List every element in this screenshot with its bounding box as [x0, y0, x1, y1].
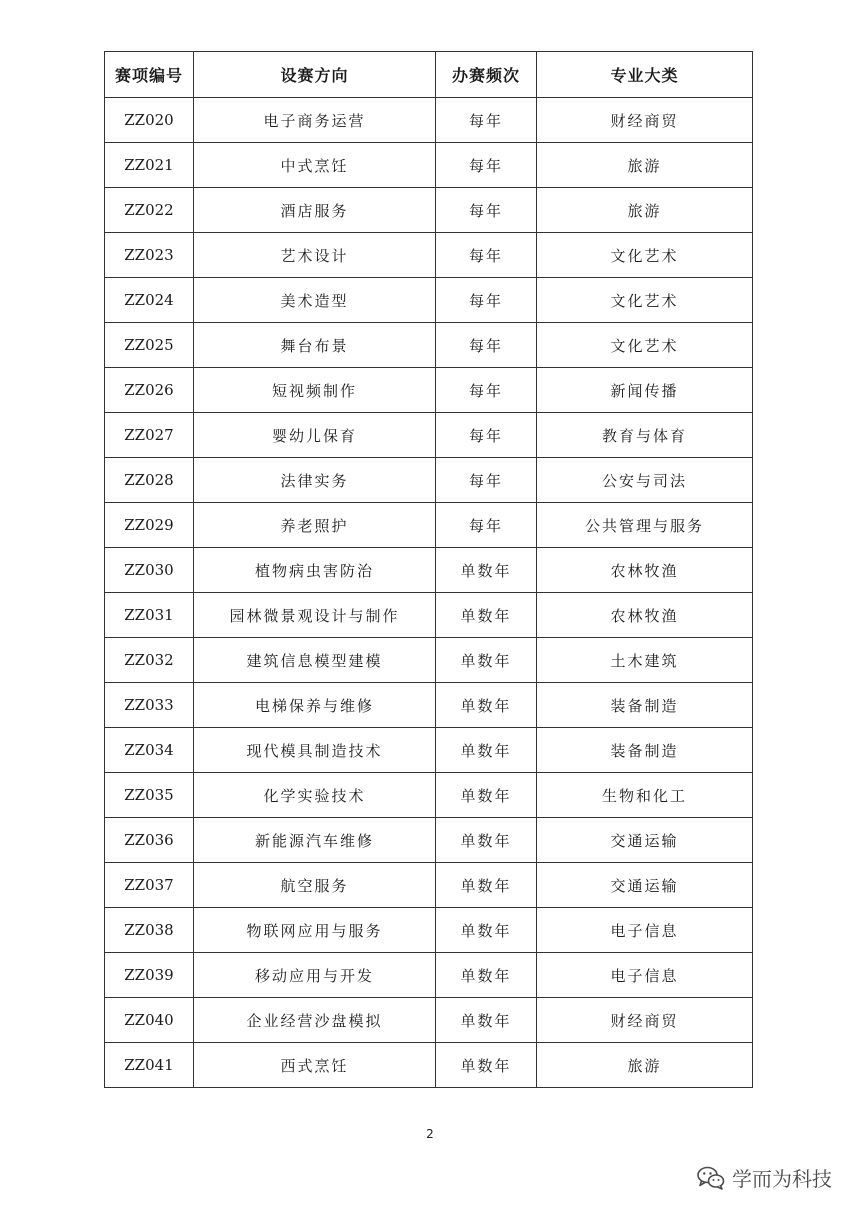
table-row	[105, 773, 753, 818]
competition-table	[104, 51, 753, 1088]
cell-category: 财经商贸	[537, 98, 753, 143]
wechat-icon	[696, 1165, 726, 1191]
page-number: 2	[426, 1127, 434, 1141]
cell-category: 旅游	[537, 143, 753, 188]
cell-category: 财经商贸	[537, 998, 753, 1043]
cell-category: 旅游	[537, 1043, 753, 1088]
cell-category: 交通运输	[537, 818, 753, 863]
table-row	[105, 998, 753, 1043]
cell-category: 电子信息	[537, 953, 753, 998]
cell-frequency: 每年	[436, 278, 537, 323]
cell-code: ZZ022	[105, 188, 194, 233]
cell-frequency: 每年	[436, 143, 537, 188]
cell-frequency: 每年	[436, 233, 537, 278]
cell-code: ZZ023	[105, 233, 194, 278]
cell-frequency: 每年	[436, 503, 537, 548]
cell-frequency: 单数年	[436, 953, 537, 998]
cell-code: ZZ037	[105, 863, 194, 908]
cell-direction: 现代模具制造技术	[194, 728, 436, 773]
cell-code: ZZ020	[105, 98, 194, 143]
watermark-text: 学而为科技	[732, 1167, 832, 1191]
cell-frequency: 单数年	[436, 593, 537, 638]
table-body	[105, 98, 753, 1088]
table-row	[105, 548, 753, 593]
cell-code: ZZ035	[105, 773, 194, 818]
cell-code: ZZ032	[105, 638, 194, 683]
cell-code: ZZ028	[105, 458, 194, 503]
table-row	[105, 233, 753, 278]
cell-frequency: 单数年	[436, 638, 537, 683]
cell-direction: 电子商务运营	[194, 98, 436, 143]
watermark	[696, 1163, 832, 1192]
cell-direction: 中式烹饪	[194, 143, 436, 188]
cell-direction: 婴幼儿保育	[194, 413, 436, 458]
cell-frequency: 单数年	[436, 548, 537, 593]
cell-category: 农林牧渔	[537, 593, 753, 638]
table-row	[105, 143, 753, 188]
cell-code: ZZ031	[105, 593, 194, 638]
cell-category: 生物和化工	[537, 773, 753, 818]
cell-frequency: 单数年	[436, 998, 537, 1043]
table-header	[105, 52, 753, 98]
cell-category: 文化艺术	[537, 233, 753, 278]
cell-frequency: 每年	[436, 323, 537, 368]
cell-direction: 美术造型	[194, 278, 436, 323]
cell-direction: 化学实验技术	[194, 773, 436, 818]
cell-direction: 电梯保养与维修	[194, 683, 436, 728]
table-row	[105, 683, 753, 728]
table-row	[105, 278, 753, 323]
table-row	[105, 638, 753, 683]
cell-category: 农林牧渔	[537, 548, 753, 593]
cell-frequency: 每年	[436, 188, 537, 233]
cell-code: ZZ027	[105, 413, 194, 458]
header-category: 专业大类	[537, 52, 753, 98]
cell-code: ZZ033	[105, 683, 194, 728]
cell-code: ZZ036	[105, 818, 194, 863]
table-row	[105, 503, 753, 548]
header-code: 赛项编号	[105, 52, 194, 98]
cell-category: 公安与司法	[537, 458, 753, 503]
table-row	[105, 818, 753, 863]
cell-direction: 法律实务	[194, 458, 436, 503]
cell-frequency: 单数年	[436, 863, 537, 908]
header-row	[105, 52, 753, 98]
cell-code: ZZ025	[105, 323, 194, 368]
table-row	[105, 728, 753, 773]
cell-category: 文化艺术	[537, 323, 753, 368]
cell-direction: 移动应用与开发	[194, 953, 436, 998]
cell-code: ZZ041	[105, 1043, 194, 1088]
cell-frequency: 每年	[436, 368, 537, 413]
cell-category: 土木建筑	[537, 638, 753, 683]
table-row	[105, 323, 753, 368]
cell-frequency: 单数年	[436, 773, 537, 818]
cell-code: ZZ030	[105, 548, 194, 593]
table-row	[105, 188, 753, 233]
cell-direction: 企业经营沙盘模拟	[194, 998, 436, 1043]
table-row	[105, 593, 753, 638]
cell-frequency: 每年	[436, 458, 537, 503]
cell-direction: 养老照护	[194, 503, 436, 548]
cell-code: ZZ026	[105, 368, 194, 413]
cell-direction: 园林微景观设计与制作	[194, 593, 436, 638]
cell-frequency: 每年	[436, 98, 537, 143]
cell-category: 装备制造	[537, 728, 753, 773]
cell-category: 装备制造	[537, 683, 753, 728]
table-row	[105, 413, 753, 458]
cell-code: ZZ040	[105, 998, 194, 1043]
cell-direction: 航空服务	[194, 863, 436, 908]
cell-direction: 舞台布景	[194, 323, 436, 368]
cell-direction: 建筑信息模型建模	[194, 638, 436, 683]
cell-frequency: 单数年	[436, 1043, 537, 1088]
cell-frequency: 单数年	[436, 728, 537, 773]
table-row	[105, 98, 753, 143]
cell-code: ZZ021	[105, 143, 194, 188]
cell-direction: 物联网应用与服务	[194, 908, 436, 953]
cell-category: 旅游	[537, 188, 753, 233]
cell-direction: 短视频制作	[194, 368, 436, 413]
table-row	[105, 368, 753, 413]
cell-direction: 新能源汽车维修	[194, 818, 436, 863]
cell-direction: 艺术设计	[194, 233, 436, 278]
cell-direction: 西式烹饪	[194, 1043, 436, 1088]
table-row	[105, 1043, 753, 1088]
cell-category: 公共管理与服务	[537, 503, 753, 548]
cell-category: 文化艺术	[537, 278, 753, 323]
header-direction: 设赛方向	[194, 52, 436, 98]
table-row	[105, 953, 753, 998]
cell-frequency: 单数年	[436, 683, 537, 728]
header-frequency: 办赛频次	[436, 52, 537, 98]
cell-code: ZZ038	[105, 908, 194, 953]
cell-frequency: 单数年	[436, 818, 537, 863]
cell-code: ZZ039	[105, 953, 194, 998]
cell-category: 交通运输	[537, 863, 753, 908]
table-row	[105, 863, 753, 908]
table-row	[105, 908, 753, 953]
cell-category: 教育与体育	[537, 413, 753, 458]
cell-category: 电子信息	[537, 908, 753, 953]
cell-direction: 酒店服务	[194, 188, 436, 233]
table-row	[105, 458, 753, 503]
cell-category: 新闻传播	[537, 368, 753, 413]
cell-direction: 植物病虫害防治	[194, 548, 436, 593]
cell-code: ZZ034	[105, 728, 194, 773]
cell-code: ZZ029	[105, 503, 194, 548]
cell-frequency: 每年	[436, 413, 537, 458]
cell-code: ZZ024	[105, 278, 194, 323]
cell-frequency: 单数年	[436, 908, 537, 953]
